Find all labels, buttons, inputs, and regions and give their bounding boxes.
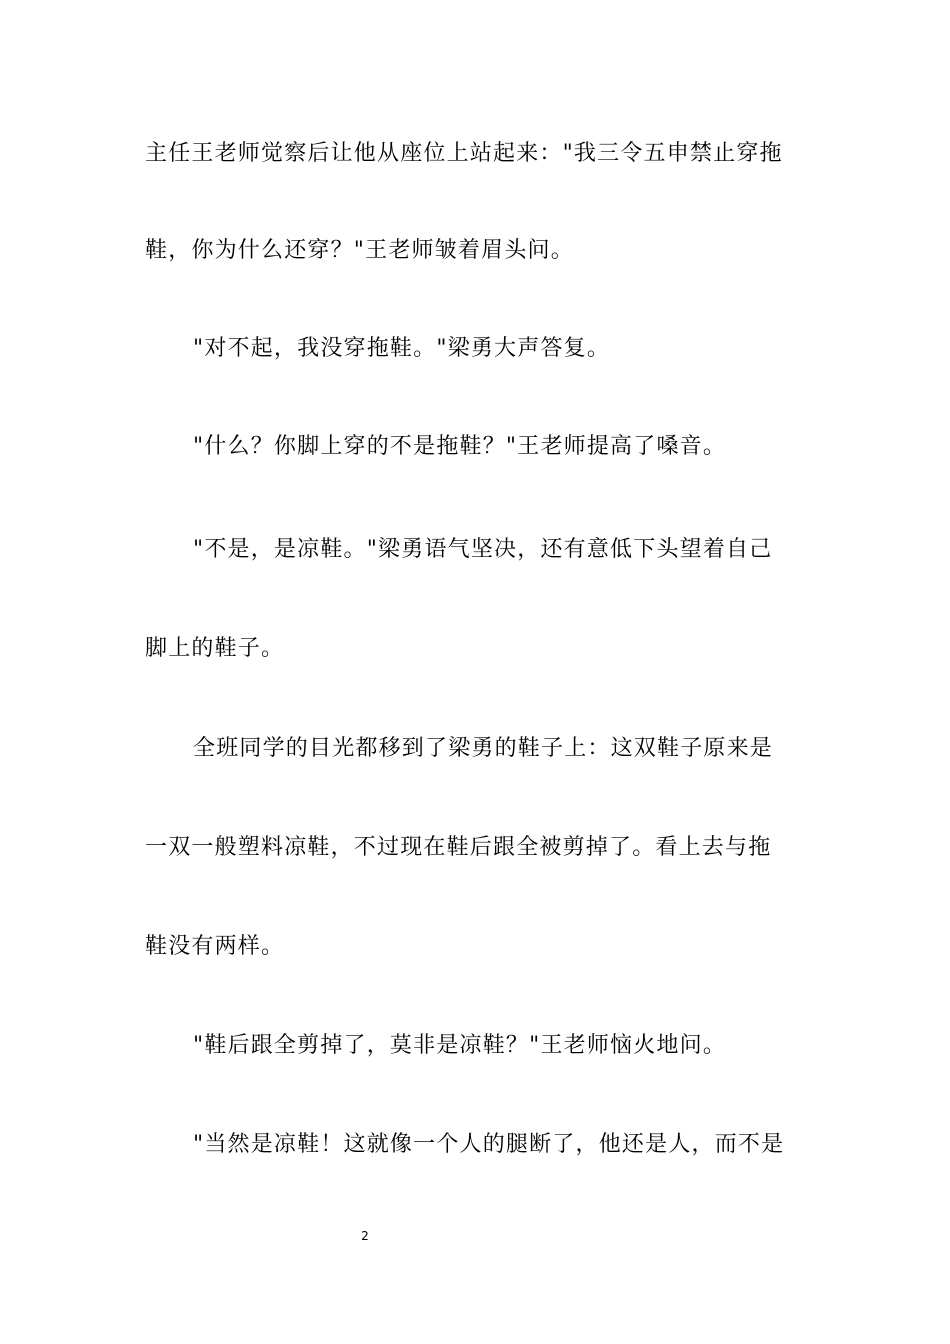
text-line-8: 一双一般塑料凉鞋，不过现在鞋后跟全被剪掉了。看上去与拖 — [145, 835, 772, 860]
text-line-3: "对不起，我没穿拖鞋。"梁勇大声答复。 — [193, 336, 611, 361]
text-line-1: 主任王老师觉察后让他从座位上站起来："我三令五申禁止穿拖 — [145, 141, 783, 166]
page-number: 2 — [361, 1229, 369, 1243]
text-line-9: 鞋没有两样。 — [145, 934, 285, 959]
text-line-11: "当然是凉鞋！这就像一个人的腿断了，他还是人，而不是 — [193, 1132, 785, 1157]
text-line-7: 全班同学的目光都移到了梁勇的鞋子上：这双鞋子原来是 — [193, 736, 774, 761]
text-line-2: 鞋，你为什么还穿？"王老师皱着眉头问。 — [145, 238, 574, 263]
text-line-5: "不是，是凉鞋。"梁勇语气坚决，还有意低下头望着自己 — [193, 537, 773, 562]
text-line-6: 脚上的鞋子。 — [145, 636, 285, 661]
text-line-4: "什么？你脚上穿的不是拖鞋？"王老师提高了嗓音。 — [193, 434, 727, 459]
text-line-10: "鞋后跟全剪掉了，莫非是凉鞋？"王老师恼火地问。 — [193, 1033, 727, 1058]
